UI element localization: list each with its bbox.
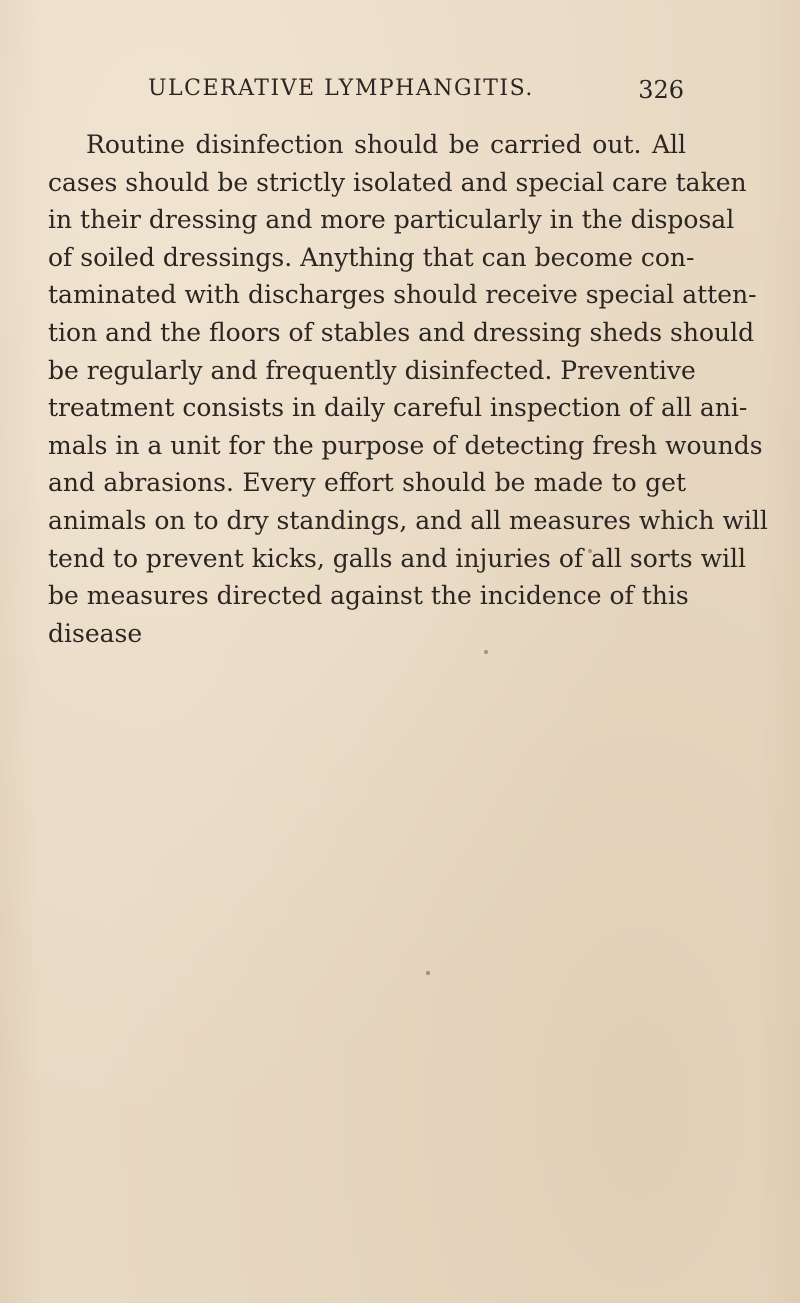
text-line: treatment consists in daily careful inspection of all ani- [48,393,748,423]
running-title: ULCERATIVE LYMPHANGITIS. [148,76,534,101]
text-line: animals on to dry standings, and all measures which will [48,505,768,535]
text-line: taminated with discharges should receive special atten- [48,280,757,310]
paper-speck [588,549,592,553]
text-line: of soiled dressings. Anything that can become con- [48,242,695,272]
text-line: be regularly and frequently disinfected. Preventive [48,355,696,385]
text-line: be measures directed against the incidence of this [48,581,689,611]
text-line: Routine disinfection should be carried out. All [86,130,686,159]
running-head [148,76,684,112]
page-number: 326 [638,76,684,104]
paragraph [48,126,768,652]
paper-speck [426,971,430,975]
text-line: and abrasions. Every effort should be made to get [48,468,686,498]
paper-speck [484,650,488,654]
text-line: mals in a unit for the purpose of detecting fresh wounds [48,430,763,460]
text-line: cases should be strictly isolated and special care taken [48,167,747,197]
text-line: tion and the floors of stables and dressing sheds should [48,317,755,347]
text-line: tend to prevent kicks, galls and injuries of all sorts will [48,543,746,573]
text-line: in their dressing and more particularly in the disposal [48,205,735,235]
text-line: disease [48,618,143,648]
